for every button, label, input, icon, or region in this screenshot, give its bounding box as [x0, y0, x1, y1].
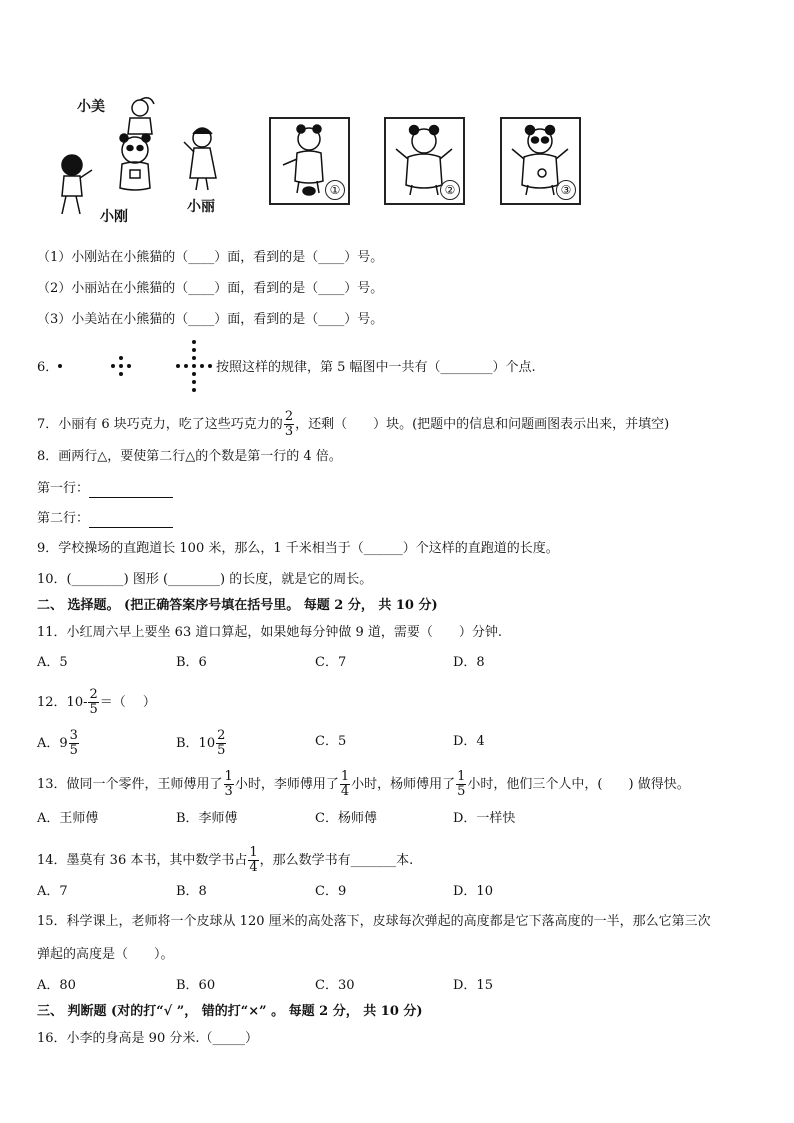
q6-number: 6．: [37, 360, 59, 375]
label-xiaomei: 小美: [77, 99, 105, 115]
q12-fraction: $\frac{2}{5}$: [89, 687, 98, 717]
q16-text: 16．小李的身高是 90 分米.（_____）: [37, 1031, 258, 1046]
q5-figure: [50, 90, 590, 230]
dot: [192, 364, 196, 368]
q6-dot-patterns: [58, 340, 218, 390]
q14-option-b: B．8: [176, 884, 207, 899]
dot: [58, 364, 62, 368]
dot: [119, 356, 123, 360]
panda-view-frame-3: [500, 117, 581, 205]
q12: [37, 688, 156, 717]
q12-post: ＝（ ）: [99, 695, 156, 710]
frame-number-2: ②: [440, 180, 460, 200]
q7: [37, 410, 669, 439]
dot: [176, 364, 180, 368]
frame-number-3: ③: [556, 180, 576, 200]
section-3-heading: 三、 判断题 (对的打“√ ”， 错的打“×” 。 每题 2 分， 共 10 分): [37, 1004, 423, 1019]
q11-text: 11．小红周六早上要坐 63 道口算起，如果她每分钟做 9 道，需要（ ）分钟.: [37, 625, 503, 640]
q6-text: 按照这样的规律，第 5 幅图中一共有（________）个点.: [216, 360, 536, 375]
panda-view-frame-1: [269, 117, 350, 205]
dot: [192, 340, 196, 344]
dot: [192, 380, 196, 384]
q10-text: 10．(________) 图形 (________) 的长度，就是它的周长。: [37, 572, 373, 587]
dot: [111, 364, 115, 368]
dot: [184, 364, 188, 368]
q12-option-c: C．5: [315, 734, 347, 749]
frame-number-1: ①: [325, 180, 345, 200]
q13: 13．做同一个零件，王师傅用了 $\frac{1}{3}$ 小时，李师傅用了 $\frac{1}{4}$ 小时，杨师傅用了 $\frac{1}{5}$ 小时，他们三个人中，( ) 做得快。: [37, 769, 690, 799]
q11-option-b: B．6: [176, 655, 207, 670]
q5-line-2: （2）小丽站在小熊猫的（____）面，看到的是（____）号。: [37, 281, 384, 296]
q15-option-c: C．30: [315, 978, 355, 993]
q5-line-1: （1）小刚站在小熊猫的（____）面，看到的是（____）号。: [37, 250, 384, 265]
dot: [119, 364, 123, 368]
q12-pre: 12．10-: [37, 695, 88, 710]
q11-option-c: C．7: [315, 655, 347, 670]
q8-row1-blank[interactable]: [89, 497, 173, 498]
q8-text: 8．画两行△，要使第二行△的个数是第一行的 4 倍。: [37, 449, 342, 464]
q9-text: 9．学校操场的直跑道长 100 米，那么，1 千米相当于（______）个这样的直跑道的长度。: [37, 541, 559, 556]
label-xiaoli: 小丽: [187, 199, 215, 215]
q15-option-d: D．15: [453, 978, 493, 993]
q15-line-2: 弹起的高度是（ ）。: [37, 947, 174, 962]
q14-option-a: A．7: [37, 884, 68, 899]
label-xiaogang: 小刚: [100, 209, 128, 225]
q15-option-b: B．60: [176, 978, 216, 993]
dot: [119, 372, 123, 376]
q7-fraction: $\frac{2}{3}$: [284, 409, 294, 439]
q11-option-d: D．8: [453, 655, 485, 670]
dot: [192, 388, 196, 392]
q14-option-c: C．9: [315, 884, 347, 899]
q7-pre: 7．小丽有 6 块巧克力，吃了这些巧克力的: [37, 417, 283, 432]
q12-option-b: B．10 $\frac{2}{5}$: [176, 728, 226, 758]
q8-row2-label: 第二行：: [37, 511, 90, 526]
q7-post: ，还剩（ ）块。(把题中的信息和问题画图表示出来，并填空): [295, 417, 670, 432]
q8-row2: [37, 510, 173, 528]
q5-line-3: （3）小美站在小熊猫的（____）面，看到的是（____）号。: [37, 312, 384, 327]
q11-option-a: A．5: [37, 655, 68, 670]
q15-line-1: 15．科学课上，老师将一个皮球从 120 厘米的高处落下，皮球每次弹起的高度都是它下落高度的一半，那么它第三次: [37, 914, 711, 929]
dot: [192, 356, 196, 360]
q14-option-d: D．10: [453, 884, 493, 899]
panda-view-frame-2: [384, 117, 465, 205]
dot: [192, 372, 196, 376]
section-2-heading: 二、 选择题。 (把正确答案序号填在括号里。 每题 2 分， 共 10 分): [37, 598, 438, 613]
q13-option-d: D．一样快: [453, 811, 516, 826]
q8-row1: [37, 480, 173, 498]
dot: [127, 364, 131, 368]
q8-row2-blank[interactable]: [89, 527, 173, 528]
q13-option-c: C．杨师傅: [315, 811, 377, 826]
q13-option-b: B．李师傅: [176, 811, 238, 826]
q15-option-a: A．80: [37, 978, 76, 993]
q12-option-a: A．9 $\frac{3}{5}$: [37, 728, 78, 758]
dot: [192, 348, 196, 352]
dot: [200, 364, 204, 368]
q13-option-a: A．王师傅: [37, 811, 99, 826]
q12-option-d: D．4: [453, 734, 485, 749]
q14: 14．墨莫有 36 本书，其中数学书占 $\frac{1}{4}$ ，那么数学书有_______本.: [37, 845, 414, 875]
dot: [208, 364, 212, 368]
q8-row1-label: 第一行：: [37, 481, 90, 496]
